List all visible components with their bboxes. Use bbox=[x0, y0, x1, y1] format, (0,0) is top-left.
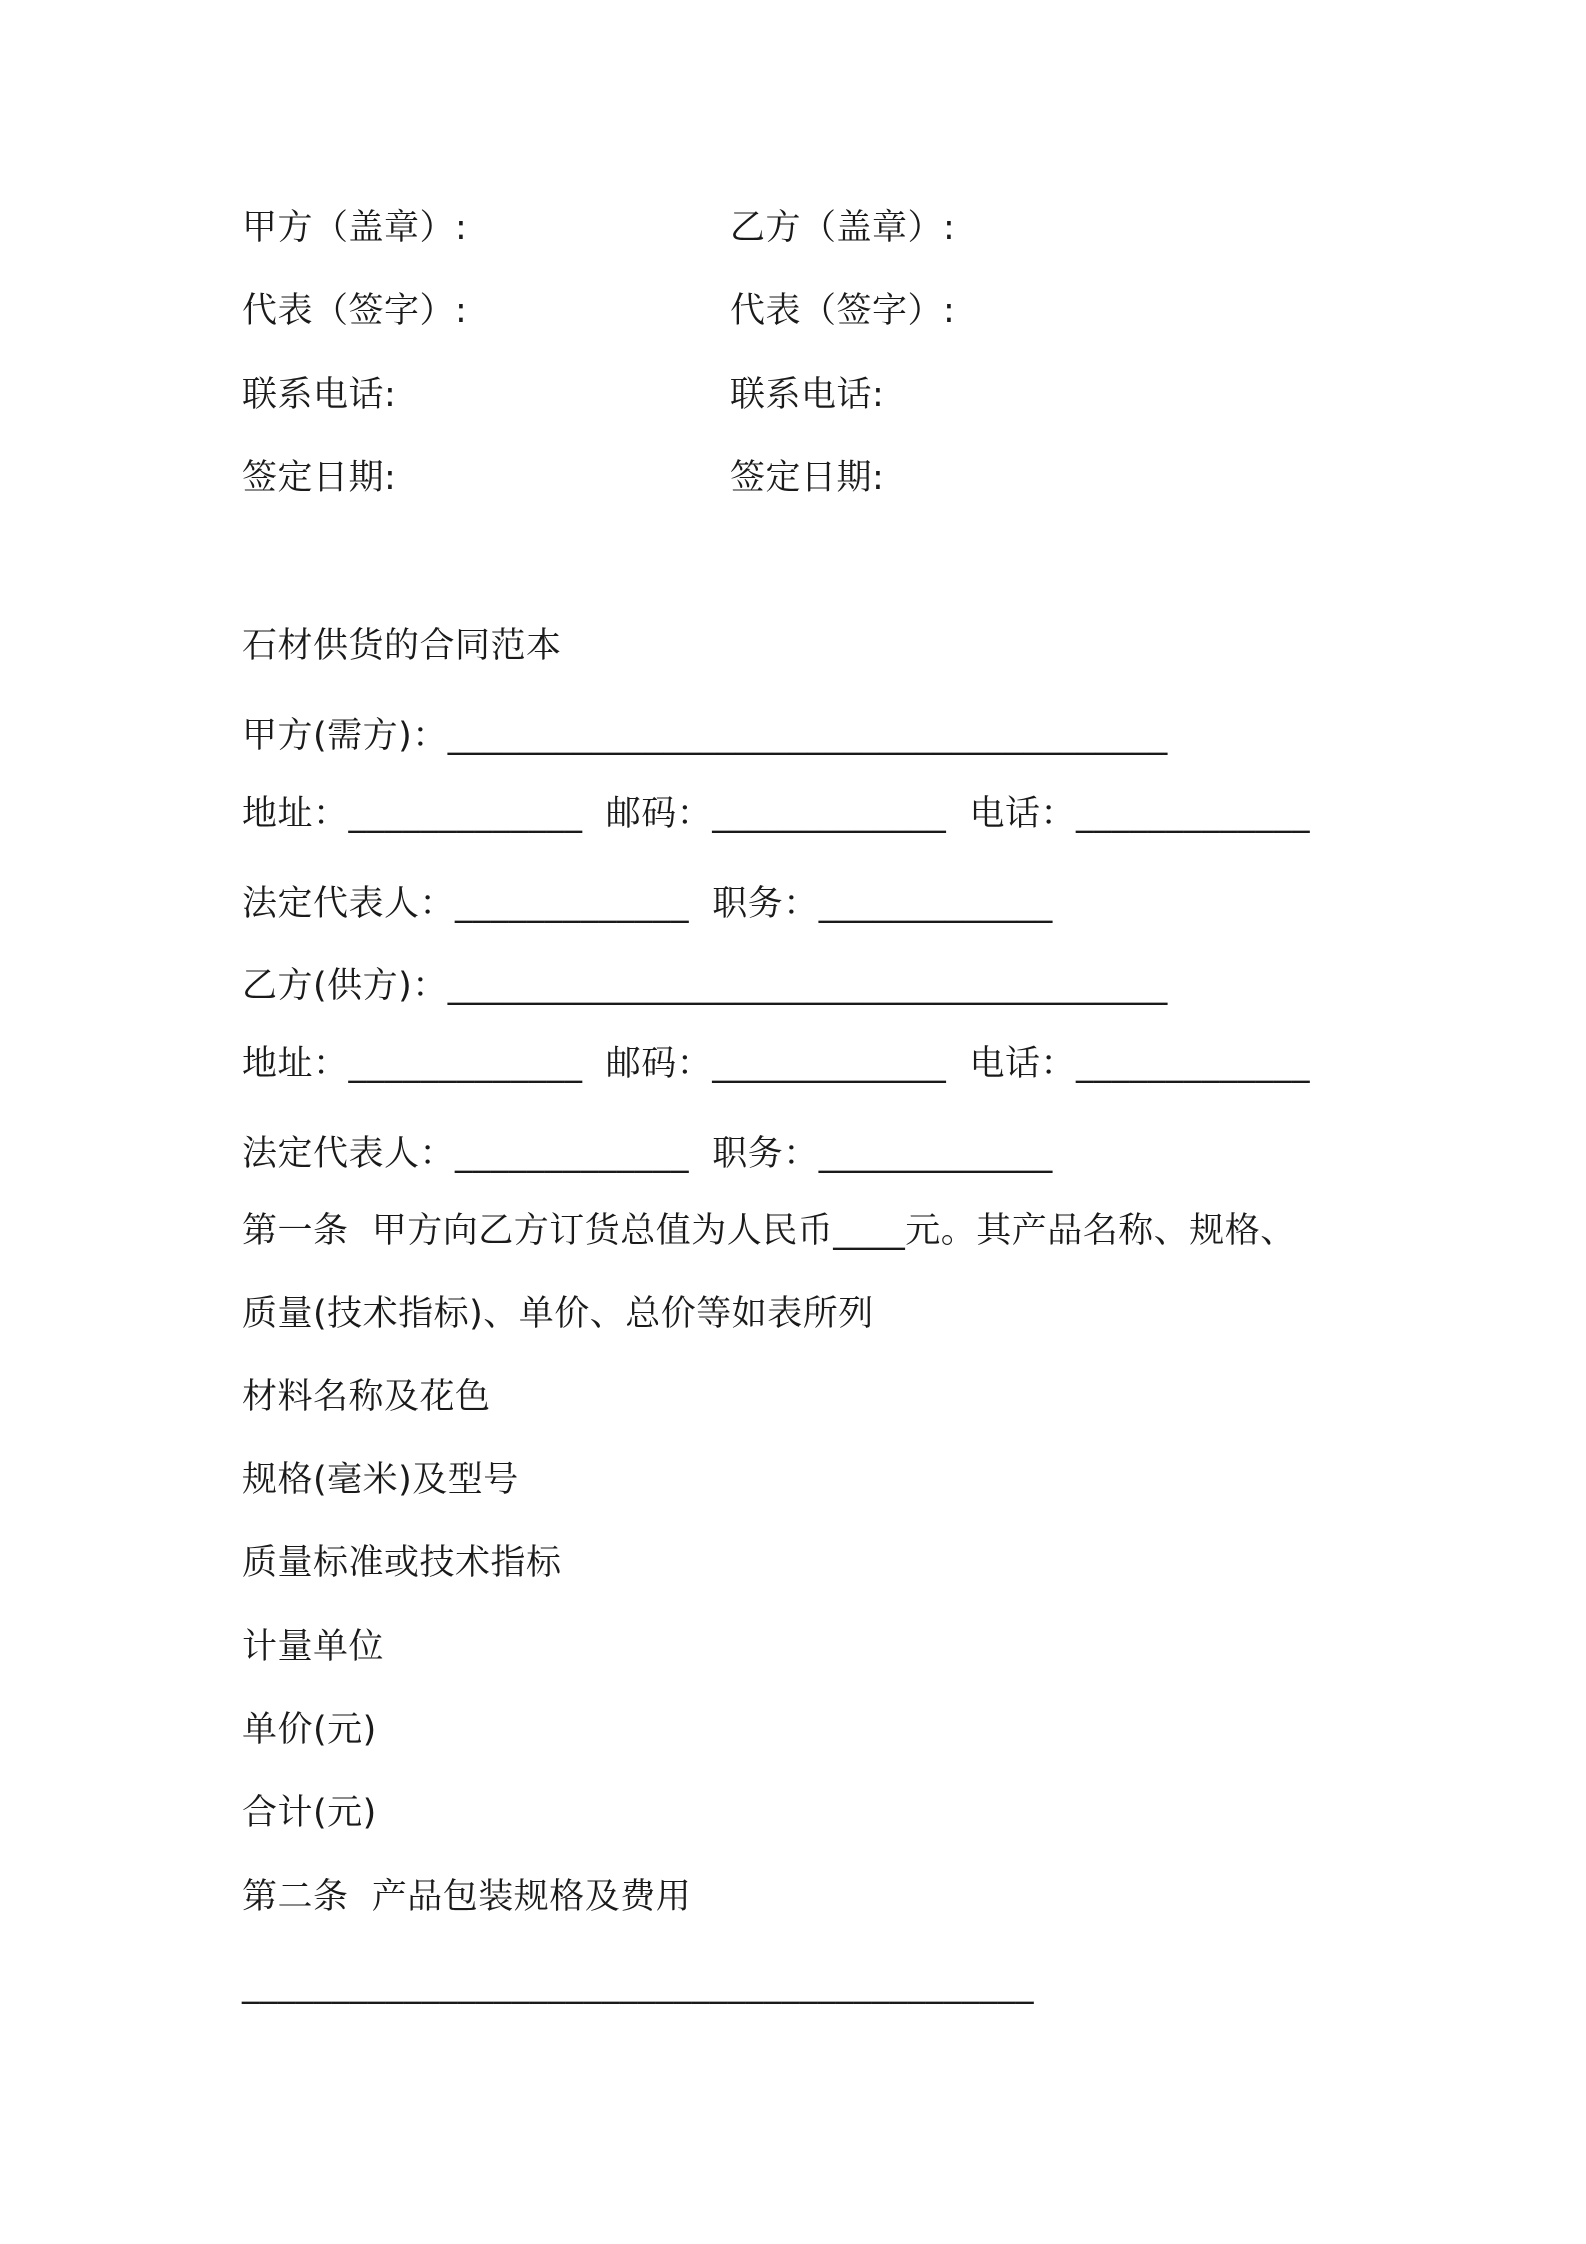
table-header-quality: 质量标准或技术指标 bbox=[242, 1543, 562, 1583]
table-header-spec: 规格(毫米)及型号 bbox=[242, 1460, 519, 1500]
party-b-seal-label: 乙方（盖章）: bbox=[730, 208, 956, 248]
table-header-total: 合计(元) bbox=[242, 1793, 377, 1833]
party-a-rep-line: 法定代表人：_____________ 职务：_____________ bbox=[242, 884, 1053, 924]
party-b-representative-label: 代表（签字）: bbox=[730, 291, 956, 331]
party-b-date-label: 签定日期: bbox=[730, 458, 885, 498]
table-header-material: 材料名称及花色 bbox=[242, 1377, 491, 1417]
article1-line1: 第一条 甲方向乙方订货总值为人民币____元。其产品名称、规格、 bbox=[242, 1211, 1296, 1251]
party-b-rep-line: 法定代表人：_____________ 职务：_____________ bbox=[242, 1134, 1053, 1174]
party-a-representative-label: 代表（签字）: bbox=[242, 291, 468, 331]
party-a-name-line: 甲方(需方)：________________________________________ bbox=[242, 716, 1168, 756]
table-header-unit-price: 单价(元) bbox=[242, 1710, 377, 1750]
party-a-seal-label: 甲方（盖章）: bbox=[242, 208, 468, 248]
contract-title: 石材供货的合同范本 bbox=[242, 626, 562, 666]
article2-blank-line: ____________________________________________ bbox=[242, 1965, 1034, 2005]
article1-line2: 质量(技术指标)、单价、总价等如表所列 bbox=[242, 1294, 874, 1334]
party-b-contact-line: 地址：_____________ 邮码：_____________ 电话：_____________ bbox=[242, 1044, 1311, 1084]
party-a-phone-label: 联系电话: bbox=[242, 375, 397, 415]
table-header-unit: 计量单位 bbox=[242, 1627, 385, 1667]
party-a-contact-line: 地址：_____________ 邮码：_____________ 电话：_____________ bbox=[242, 794, 1311, 834]
party-b-phone-label: 联系电话: bbox=[730, 375, 885, 415]
article2-heading: 第二条 产品包装规格及费用 bbox=[242, 1877, 692, 1917]
party-b-name-line: 乙方(供方)：________________________________________ bbox=[242, 966, 1168, 1006]
party-a-date-label: 签定日期: bbox=[242, 458, 397, 498]
